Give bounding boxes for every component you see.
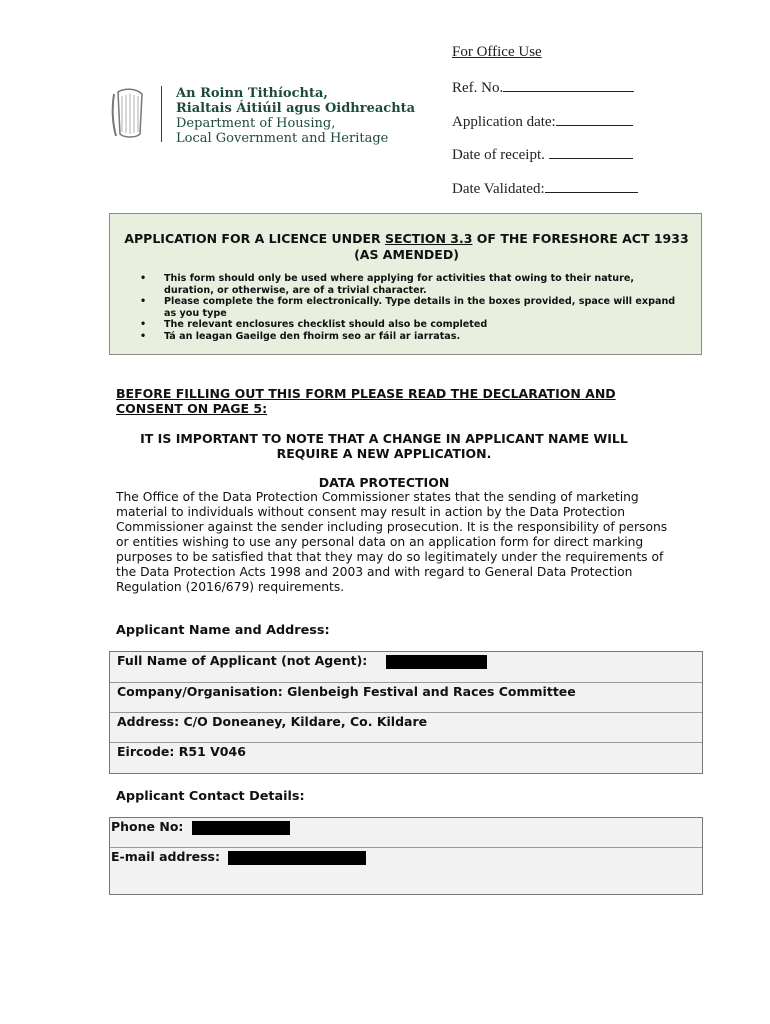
full-name-label: Full Name of Applicant (not Agent): xyxy=(117,653,368,668)
phone-label: Phone No: xyxy=(111,819,184,834)
application-date-label: Application date: xyxy=(452,114,556,130)
application-date-field[interactable] xyxy=(452,112,633,131)
notice-box xyxy=(109,213,702,355)
ref-no-label: Ref. No. xyxy=(452,80,504,96)
date-of-receipt-field[interactable] xyxy=(452,145,633,164)
date-validated-line xyxy=(545,179,638,193)
logo-line-1: An Roinn Tithíochta, xyxy=(176,86,328,101)
full-name-row[interactable] xyxy=(110,652,702,683)
ref-no-line xyxy=(503,78,634,92)
notice-bullet: • Please complete the form electronically. Type details in the boxes provided, space will expand as you type xyxy=(140,296,680,319)
phone-row[interactable] xyxy=(110,818,702,848)
application-date-line xyxy=(556,112,633,126)
data-protection-heading: DATA PROTECTION xyxy=(318,475,450,490)
redacted-email xyxy=(228,851,366,865)
office-use-title: For Office Use xyxy=(452,44,542,60)
logo-line-2: Rialtais Áitiúil agus Oidhreachta xyxy=(176,101,416,116)
eircode-row[interactable]: Eircode: R51 V046 xyxy=(110,743,702,773)
applicant-section-label: Applicant Name and Address: xyxy=(116,623,330,638)
date-validated-field[interactable] xyxy=(452,179,638,198)
date-of-receipt-label: Date of receipt. xyxy=(452,147,545,163)
notice-title xyxy=(110,231,703,263)
contact-section-label: Applicant Contact Details: xyxy=(116,789,305,804)
notice-bullet: • The relevant enclosures checklist should also be completed xyxy=(140,319,680,331)
department-logo-text xyxy=(176,86,415,146)
email-row[interactable] xyxy=(110,848,702,894)
harp-icon xyxy=(110,86,150,142)
notice-title-pre: APPLICATION FOR A LICENCE UNDER xyxy=(124,231,385,246)
notice-bullets xyxy=(140,273,680,343)
logo-divider xyxy=(161,86,162,142)
ref-no-field[interactable] xyxy=(452,78,634,97)
notice-bullet: • This form should only be used where applying for activities that owing to their nature, duration, or otherwise, are of a trivial character. xyxy=(140,273,680,296)
redacted-name xyxy=(386,655,487,669)
logo-line-3: Department of Housing, xyxy=(176,116,336,131)
important-note: IT IS IMPORTANT TO NOTE THAT A CHANGE IN APPLICANT NAME WILL REQUIRE A NEW APPLICATION. xyxy=(140,431,628,461)
address-row[interactable]: Address: C/O Doneaney, Kildare, Co. Kildare xyxy=(110,713,702,743)
notice-title-section: SECTION 3.3 xyxy=(384,231,473,246)
date-validated-label: Date Validated: xyxy=(452,181,545,197)
notice-bullet: • Tá an leagan Gaeilge den fhoirm seo ar fáil ar iarratas. xyxy=(140,331,680,343)
applicant-table xyxy=(109,651,703,774)
date-of-receipt-line xyxy=(549,145,633,159)
contact-table xyxy=(109,817,703,895)
logo-line-4: Local Government and Heritage xyxy=(176,131,389,146)
before-filling-heading: BEFORE FILLING OUT THIS FORM PLEASE READ THE DECLARATION AND CONSENT ON PAGE 5: xyxy=(116,386,616,416)
email-label: E-mail address: xyxy=(111,849,220,864)
notice-title-post: OF THE FORESHORE ACT 1933 (AS AMENDED) xyxy=(354,231,689,262)
data-protection-text: The Office of the Data Protection Commissioner states that the sending of marketing material to individuals without consent may result in action by the Data Protection Commissioner against the sender including prosecution. It is the responsibility of persons or entities wishing to use any personal data on an application form for direct marking purposes to be satisfied that that they may do so legitimately under the requirements of the Data Protection Acts 1998 and 2003 and with regard to General Data Protection Regulation (2016/679) requirements. xyxy=(116,490,668,594)
redacted-phone xyxy=(192,821,290,835)
company-row[interactable]: Company/Organisation: Glenbeigh Festival and Races Committee xyxy=(110,683,702,713)
